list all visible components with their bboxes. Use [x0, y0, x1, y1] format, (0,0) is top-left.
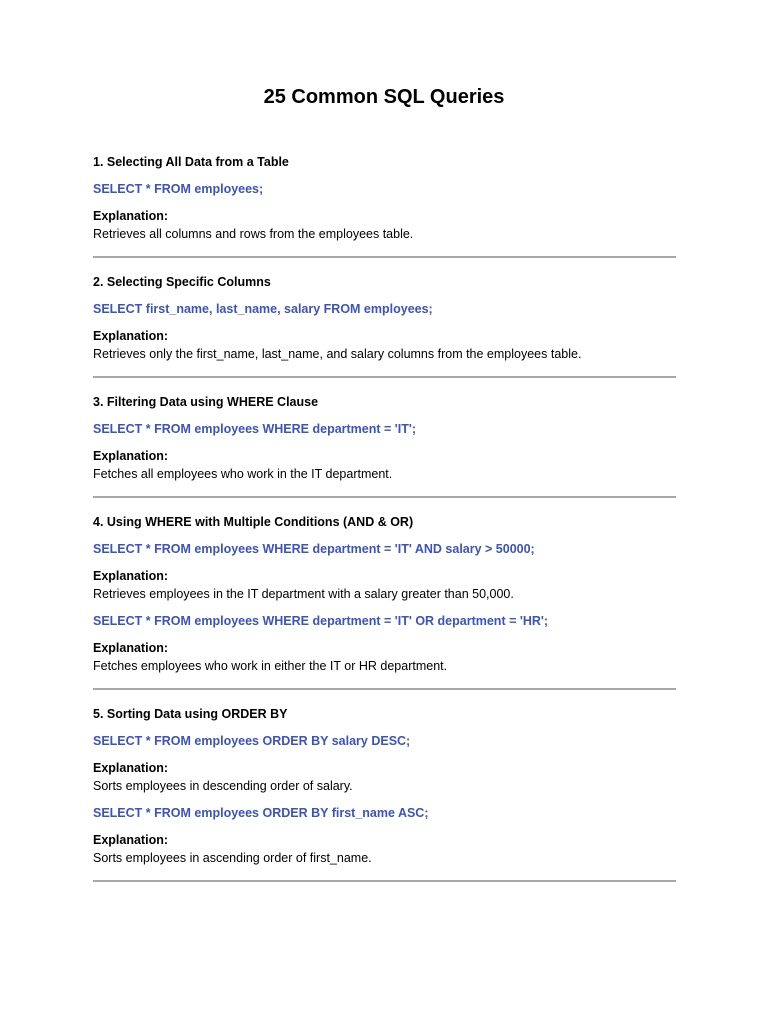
sql-query: SELECT * FROM employees ORDER BY first_name ASC;	[93, 806, 429, 820]
section-heading: 2. Selecting Specific Columns	[93, 275, 271, 289]
document-title: 25 Common SQL Queries	[263, 86, 505, 108]
sql-query: SELECT first_name, last_name, salary FROM employees;	[93, 302, 433, 316]
explanation-text: Retrieves employees in the IT department with a salary greater than 50,000.	[93, 587, 514, 601]
sql-query: SELECT * FROM employees;	[93, 182, 264, 196]
document-body	[93, 153, 676, 897]
section-divider	[93, 376, 676, 378]
explanation-label: Explanation:	[93, 833, 169, 847]
section-4	[93, 513, 676, 675]
explanation-label: Explanation:	[93, 569, 169, 583]
section-1	[93, 153, 676, 243]
section-divider	[93, 880, 676, 882]
explanation-text: Retrieves all columns and rows from the employees table.	[93, 227, 414, 241]
sql-query: SELECT * FROM employees WHERE department = 'IT' OR department = 'HR';	[93, 614, 549, 628]
explanation-text: Fetches employees who work in either the IT or HR department.	[93, 659, 448, 673]
explanation-text: Retrieves only the first_name, last_name, and salary columns from the employees table.	[93, 347, 582, 361]
section-heading: 3. Filtering Data using WHERE Clause	[93, 395, 319, 409]
sql-query: SELECT * FROM employees WHERE department = 'IT' AND salary > 50000;	[93, 542, 535, 556]
section-divider	[93, 688, 676, 690]
section-3	[93, 393, 676, 483]
explanation-label: Explanation:	[93, 761, 169, 775]
explanation-text: Sorts employees in descending order of salary.	[93, 779, 353, 793]
explanation-text: Fetches all employees who work in the IT department.	[93, 467, 393, 481]
explanation-label: Explanation:	[93, 209, 169, 223]
explanation-text: Sorts employees in ascending order of first_name.	[93, 851, 372, 865]
sql-query: SELECT * FROM employees ORDER BY salary DESC;	[93, 734, 411, 748]
section-heading: 5. Sorting Data using ORDER BY	[93, 707, 288, 721]
section-heading: 4. Using WHERE with Multiple Conditions (AND & OR)	[93, 515, 414, 529]
explanation-label: Explanation:	[93, 449, 169, 463]
section-5	[93, 705, 676, 867]
explanation-label: Explanation:	[93, 329, 169, 343]
section-2	[93, 273, 676, 363]
section-divider	[93, 496, 676, 498]
explanation-label: Explanation:	[93, 641, 169, 655]
sql-query: SELECT * FROM employees WHERE department = 'IT';	[93, 422, 417, 436]
section-divider	[93, 256, 676, 258]
section-heading: 1. Selecting All Data from a Table	[93, 155, 289, 169]
